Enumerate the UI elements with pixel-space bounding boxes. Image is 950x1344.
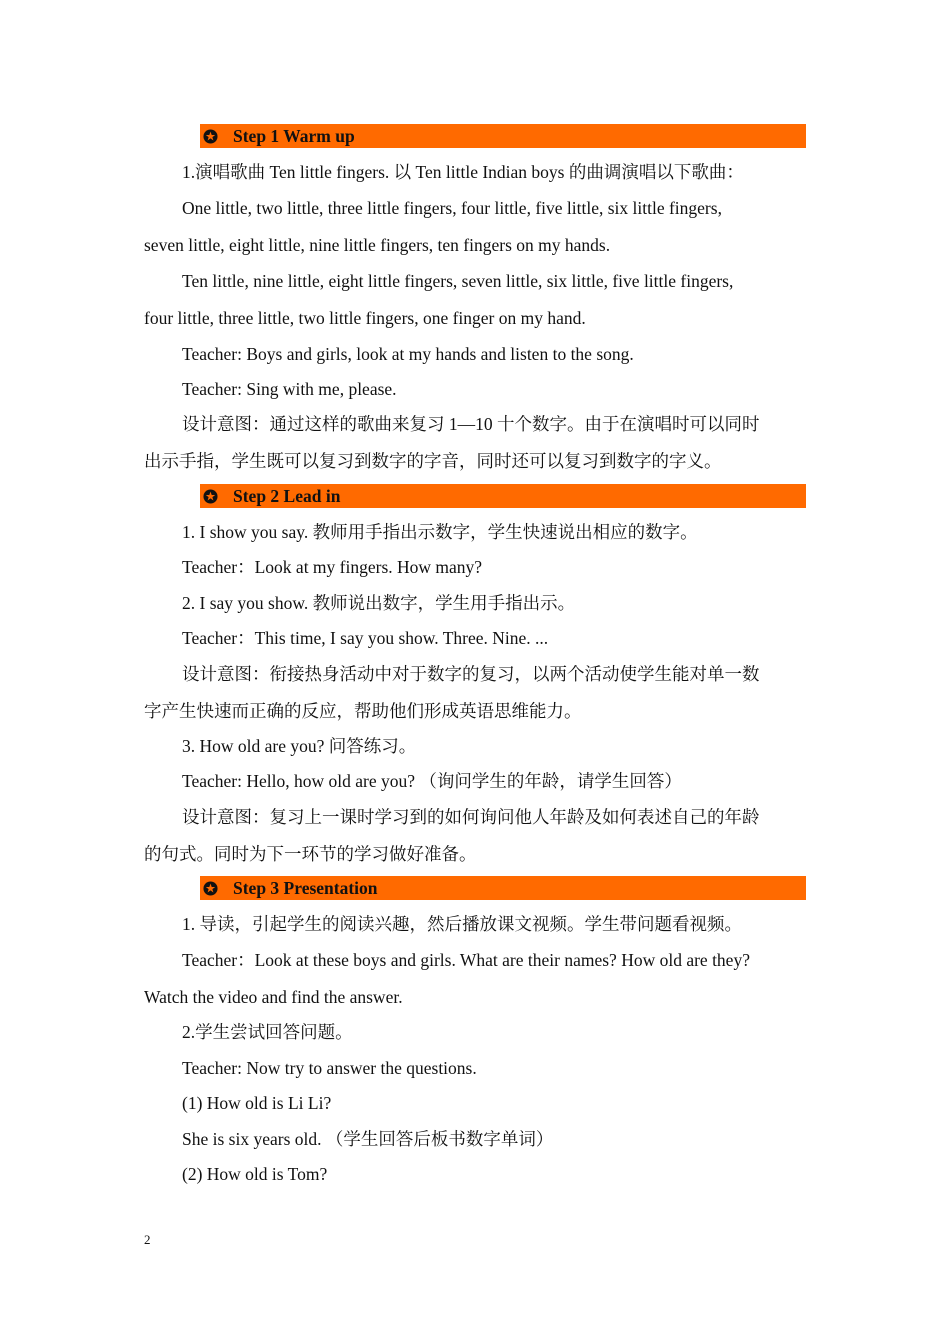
star-bullet-icon <box>203 129 218 144</box>
page-number: 2 <box>144 1232 151 1247</box>
step3-line-4: 2.学生尝试回答问题。 <box>182 1022 353 1042</box>
step3-line-5: Teacher: Now try to answer the questions. <box>182 1058 477 1078</box>
step2-line-1: 1. I show you say. 教师用手指出示数字，学生快速说出相应的数字。 <box>182 522 698 542</box>
step1-line-1: 1.演唱歌曲 Ten little fingers. 以 Ten little Indian boys 的曲调演唱以下歌曲： <box>182 162 744 182</box>
step1-heading-bar <box>200 124 806 148</box>
step3-line-2: Teacher：Look at these boys and girls. What are their names? How old are they? <box>182 950 750 970</box>
step3-line-8: (2) How old is Tom? <box>182 1164 328 1184</box>
step2-line-3: 2. I say you show. 教师说出数字，学生用手指出示。 <box>182 593 576 613</box>
step3-line-3: Watch the video and find the answer. <box>144 987 403 1007</box>
step2-line-4: Teacher：This time, I say you show. Three. Nine. ... <box>182 628 549 648</box>
step2-line-6: 字产生快速而正确的反应，帮助他们形成英语思维能力。 <box>144 701 582 721</box>
step1-line-4: Ten little, nine little, eight little fingers, seven little, six little, five little fingers, <box>182 271 734 291</box>
step3-line-1: 1. 导读，引起学生的阅读兴趣，然后播放课文视频。学生带问题看视频。 <box>182 914 742 934</box>
step2-line-7: 3. How old are you? 问答练习。 <box>182 736 417 756</box>
step1-line-6: Teacher: Boys and girls, look at my hands and listen to the song. <box>182 344 634 364</box>
step2-line-2: Teacher：Look at my fingers. How many? <box>182 557 483 577</box>
star-bullet-icon <box>203 489 218 504</box>
step2-line-5: 设计意图：衔接热身活动中对于数字的复习，以两个活动使学生能对单一数 <box>182 664 760 684</box>
step1-line-5: four little, three little, two little fingers, one finger on my hand. <box>144 308 586 328</box>
star-bullet-icon <box>203 881 218 896</box>
step3-line-6: (1) How old is Li Li? <box>182 1093 332 1113</box>
step1-line-9: 出示手指，学生既可以复习到数字的字音，同时还可以复习到数字的字义。 <box>144 451 722 471</box>
step1-line-7: Teacher: Sing with me, please. <box>182 379 397 399</box>
step3-heading-bar <box>200 876 806 900</box>
step3-line-7: She is six years old. （学生回答后板书数字单词） <box>182 1129 554 1149</box>
step1-line-8: 设计意图：通过这样的歌曲来复习 1—10 十个数字。由于在演唱时可以同时 <box>182 414 760 434</box>
step3-title: Step 3 Presentation <box>233 877 378 898</box>
step2-line-9: 设计意图：复习上一课时学习到的如何询问他人年龄及如何表述自己的年龄 <box>182 807 760 827</box>
step2-line-10: 的句式。同时为下一环节的学习做好准备。 <box>144 844 477 864</box>
step2-title: Step 2 Lead in <box>233 485 341 506</box>
step2-heading-bar <box>200 484 806 508</box>
step1-line-2: One little, two little, three little fingers, four little, five little, six little fingers, <box>182 198 722 218</box>
step1-title: Step 1 Warm up <box>233 125 355 146</box>
step2-line-8: Teacher: Hello, how old are you? （询问学生的年龄，请学生回答） <box>182 771 682 791</box>
step1-line-3: seven little, eight little, nine little fingers, ten fingers on my hands. <box>144 235 611 255</box>
